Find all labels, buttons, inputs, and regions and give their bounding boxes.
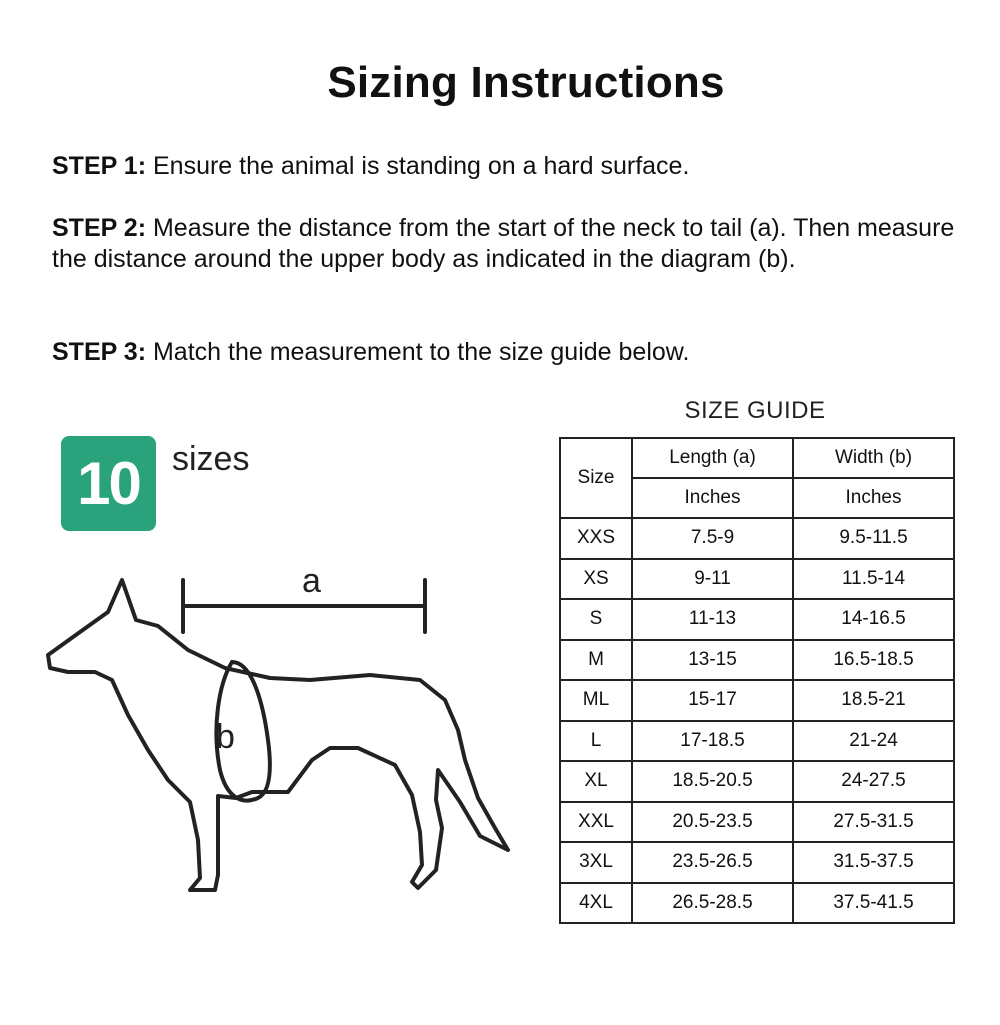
length-cell: 26.5-28.5 (632, 883, 793, 924)
size-cell: XS (560, 559, 632, 600)
size-guide-title: SIZE GUIDE (684, 397, 826, 424)
label-b: b (216, 718, 235, 756)
step-2-text: Measure the distance from the start of the neck to tail (a). Then measure the distance around the upper body as indicated in the diagram (b). (52, 214, 955, 273)
size-guide-table (559, 437, 955, 924)
step-2-label: STEP 2: (52, 214, 147, 242)
length-cell: 13-15 (632, 640, 793, 681)
table-row (560, 680, 954, 721)
page-title: Sizing Instructions (327, 58, 725, 107)
width-cell: 24-27.5 (793, 761, 954, 802)
dog-outline (48, 580, 508, 890)
width-cell: 11.5-14 (793, 559, 954, 600)
width-cell: 16.5-18.5 (793, 640, 954, 681)
label-a: a (302, 570, 321, 600)
length-cell: 17-18.5 (632, 721, 793, 762)
width-cell: 31.5-37.5 (793, 842, 954, 883)
length-cell: 9-11 (632, 559, 793, 600)
size-cell: 4XL (560, 883, 632, 924)
size-cell: 3XL (560, 842, 632, 883)
header-size: Size (560, 438, 632, 518)
unit-width: Inches (793, 478, 954, 518)
unit-length: Inches (632, 478, 793, 518)
width-cell: 18.5-21 (793, 680, 954, 721)
table-row (560, 599, 954, 640)
table-row (560, 640, 954, 681)
width-cell: 9.5-11.5 (793, 518, 954, 559)
dog-measurement-diagram (40, 570, 520, 910)
length-cell: 15-17 (632, 680, 793, 721)
length-cell: 20.5-23.5 (632, 802, 793, 843)
table-row (560, 559, 954, 600)
size-cell: M (560, 640, 632, 681)
length-cell: 11-13 (632, 599, 793, 640)
size-cell: L (560, 721, 632, 762)
width-cell: 27.5-31.5 (793, 802, 954, 843)
size-cell: S (560, 599, 632, 640)
table-row (560, 518, 954, 559)
step-3-label: STEP 3: (52, 338, 147, 366)
table-row (560, 721, 954, 762)
table-header-row (560, 438, 954, 478)
table-row (560, 802, 954, 843)
step-2 (52, 213, 957, 275)
table-row (560, 883, 954, 924)
width-cell: 21-24 (793, 721, 954, 762)
length-cell: 7.5-9 (632, 518, 793, 559)
step-1-label: STEP 1: (52, 152, 147, 180)
header-width: Width (b) (793, 438, 954, 478)
width-cell: 14-16.5 (793, 599, 954, 640)
size-cell: XL (560, 761, 632, 802)
header-length: Length (a) (632, 438, 793, 478)
step-1 (52, 151, 957, 182)
size-cell: XXS (560, 518, 632, 559)
table-row (560, 761, 954, 802)
width-cell: 37.5-41.5 (793, 883, 954, 924)
table-row (560, 842, 954, 883)
length-cell: 23.5-26.5 (632, 842, 793, 883)
size-count-badge: 10 (61, 436, 156, 531)
size-cell: XXL (560, 802, 632, 843)
length-cell: 18.5-20.5 (632, 761, 793, 802)
step-3 (52, 337, 957, 368)
size-cell: ML (560, 680, 632, 721)
step-1-text: Ensure the animal is standing on a hard surface. (152, 152, 690, 180)
step-3-text: Match the measurement to the size guide below. (152, 338, 690, 366)
size-count-label: sizes (172, 440, 250, 478)
